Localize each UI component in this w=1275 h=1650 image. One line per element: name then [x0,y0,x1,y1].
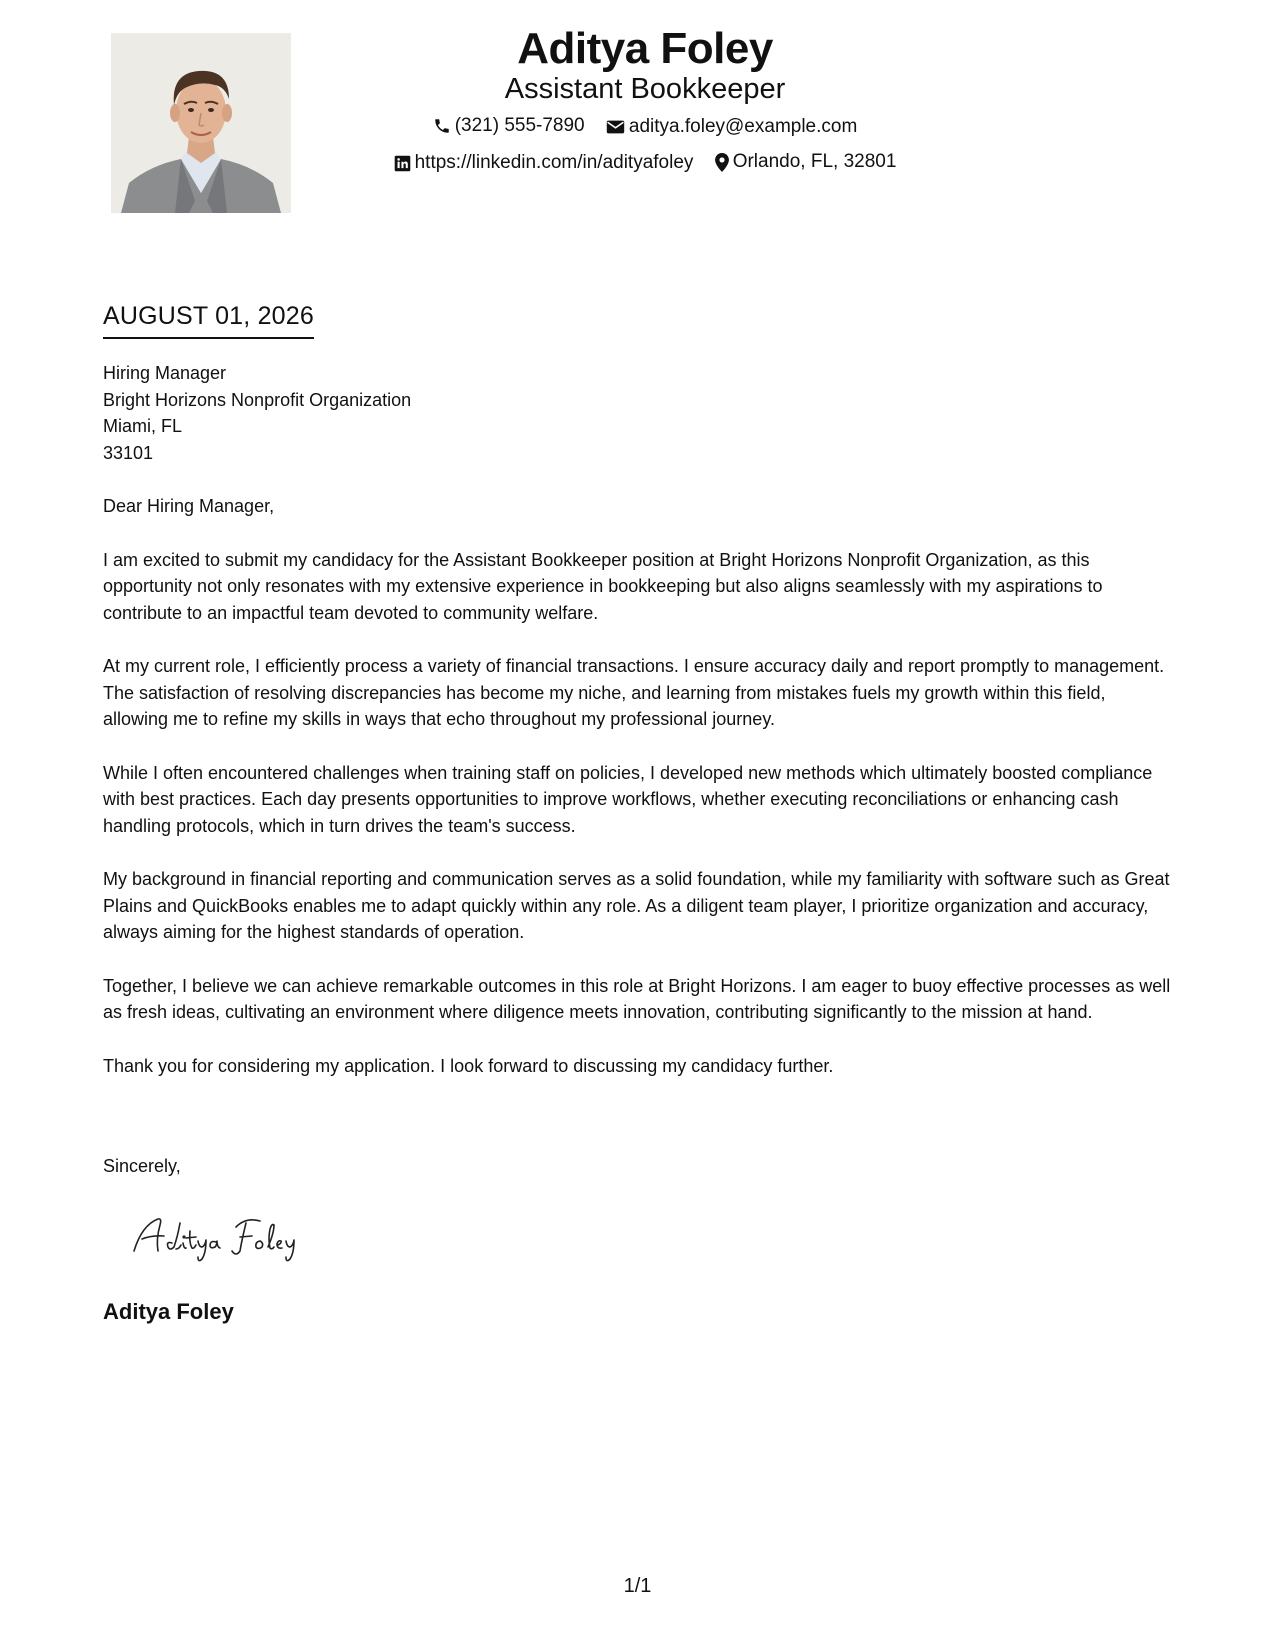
envelope-icon [606,119,625,135]
salutation: Dear Hiring Manager, [103,496,275,516]
contact-email[interactable] [606,115,857,139]
contact-phone[interactable] [433,114,585,138]
letter-header [300,22,990,179]
body-paragraph: At my current role, I efficiently process a variety of financial transactions. I ensure accuracy daily and report promptly to management. The satisfaction of resolving discrepancies has become my niche, and learning from mistakes fuels my growth within this field, allowing me to refine my skills in ways that echo throughout my professional journey. [103,656,1165,729]
linkedin-icon [394,155,411,172]
location-text: Orlando, FL, 32801 [732,151,897,172]
profile-photo [111,33,291,213]
recipient-line: Bright Horizons Nonprofit Organization [103,389,412,410]
map-pin-icon [715,153,729,172]
phone-text: (321) 555-7890 [454,115,585,136]
recipient-line: Hiring Manager [103,363,227,383]
phone-icon [433,117,451,135]
contact-line-2 [300,150,990,179]
contact-location [715,150,897,174]
contact-linkedin[interactable] [394,151,694,175]
signer-name: Aditya Foley [103,1299,234,1324]
signature [128,1205,348,1265]
linkedin-text: https://linkedin.com/in/adityafoley [414,152,694,173]
recipient-line: Miami, FL [103,416,183,436]
body-paragraph: While I often encountered challenges when training staff on policies, I developed new methods which ultimately boosted compliance with best practices. Each day presents opportunities to improve workflows, whether executing reconciliations or enhancing cash handling protocols, which in turn drives the team's success. [103,762,1153,836]
body-paragraph: Together, I believe we can achieve remarkable outcomes in this role at Bright Horizons. I am eager to buoy effective processes as well as fresh ideas, cultivating an environment where diligence meets innovation, contributing significantly to the mission at hand. [103,975,1171,1022]
applicant-name: Aditya Foley [517,24,773,73]
body-paragraph: Thank you for considering my application. I look forward to discussing my candidacy further. [103,1055,834,1076]
body-paragraph: My background in financial reporting and communication serves as a solid foundation, while my familiarity with software such as Great Plains and QuickBooks enables me to adapt quickly within any role. As a diligent team player, I prioritize organization and accuracy, always aiming for the highest standards of operation. [103,869,1170,942]
page-number: 1/1 [623,1575,652,1597]
contact-line-1 [300,114,990,142]
recipient-block [103,360,1173,466]
recipient-line: 33101 [103,442,154,463]
body-paragraph: I am excited to submit my candidacy for the Assistant Bookkeeper position at Bright Horizons Nonprofit Organization, as this opportunity not only resonates with my extensive experience in bookkeeping but also aligns seamlessly with my aspirations to contribute to an impactful team devoted to community welfare. [103,549,1103,623]
letter-body [103,360,1173,1079]
letter-date: AUGUST 01, 2026 [103,300,314,339]
email-text: aditya.foley@example.com [628,116,858,137]
closing: Sincerely, [103,1156,181,1176]
applicant-job-title: Assistant Bookkeeper [504,73,786,105]
